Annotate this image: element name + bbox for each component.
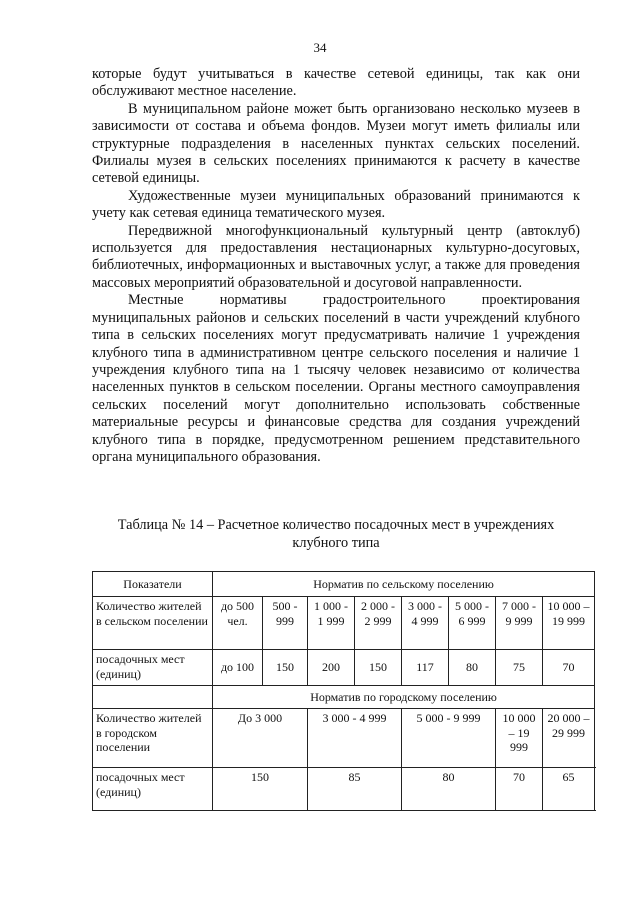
rural-residents-label: Количество жителей в сельском поселении xyxy=(93,597,213,650)
table-cell: 70 xyxy=(543,650,595,686)
table-cell: 200 xyxy=(308,650,355,686)
table-cell: 5 000 - 6 999 xyxy=(449,597,496,650)
table-subheader-row xyxy=(93,686,595,709)
table-row xyxy=(93,768,595,811)
header-label: Показатели xyxy=(93,572,213,597)
table-cell: 7 000 - 9 999 xyxy=(496,597,543,650)
table-cell: 5 000 - 9 999 xyxy=(402,709,496,768)
page-number: 34 xyxy=(313,40,327,55)
table-cell: 150 xyxy=(355,650,402,686)
seats-norm-table xyxy=(92,571,595,811)
table-cell: 1 000 - 1 999 xyxy=(308,597,355,650)
table-cell: 65 xyxy=(543,768,595,811)
paragraph: Художественные музеи муниципальных образований принимаются к учету как сетевая единица тематического музея. xyxy=(92,187,580,222)
urban-header: Норматив по городскому поселению xyxy=(213,686,595,709)
table-cell: 117 xyxy=(402,650,449,686)
table-cell: 80 xyxy=(402,768,496,811)
table-caption: Таблица № 14 – Расчетное количество посадочных мест в учреждениях клубного типа xyxy=(117,517,555,551)
table-cell: 2 000 - 2 999 xyxy=(355,597,402,650)
table-cell: 150 xyxy=(213,768,308,811)
table-cell: 70 xyxy=(496,768,543,811)
table-cell: 150 xyxy=(263,650,308,686)
table-cell: До 3 000 xyxy=(213,709,308,768)
paragraph: Местные нормативы градостроительного проектирования муниципальных районов и сельских поселений в части учреждений клубного типа в сельских поселениях могут предусматривать наличие 1 учреждения клубного типа в административном центре сельского поселения и наличие 1 учреждения клубного типа на 1 тысячу человек независимо от количества населенных пунктов в сельском поселении. Органы местного самоуправления сельских поселений могут дополнительно использовать собственные материальные ресурсы и финансовые средства для создания учреждений клубного типа в порядке, предусмотренном решением представительного органа муниципального образования. xyxy=(92,292,580,465)
paragraph: Передвижной многофункциональный культурный центр (автоклуб) используется для предоставления нестационарных культурно-досуговых, библиотечных, информационных и выставочных услуг, а также для проведения массовых мероприятий образовательной и досуговой направленности. xyxy=(92,222,580,291)
table-cell: 3 000 - 4 999 xyxy=(308,709,402,768)
table-cell: 10 000 – 19 999 xyxy=(543,597,595,650)
table-header-row xyxy=(93,572,595,597)
table-cell: 10 000 – 19 999 xyxy=(496,709,543,768)
rural-seats-label: посадочных мест (единиц) xyxy=(93,650,213,686)
table-row xyxy=(93,709,595,768)
table-cell: 75 xyxy=(496,650,543,686)
body-text xyxy=(92,66,580,466)
table-cell: 85 xyxy=(308,768,402,811)
table-cell: 80 xyxy=(449,650,496,686)
table-cell: до 100 xyxy=(213,650,263,686)
urban-seats-label: посадочных мест (единиц) xyxy=(93,768,213,811)
table-cell: 20 000 – 29 999 xyxy=(543,709,595,768)
table-row xyxy=(93,597,595,650)
urban-residents-label: Количество жителей в городском поселении xyxy=(93,709,213,768)
table-cell: до 500 чел. xyxy=(213,597,263,650)
table-cell: 3 000 - 4 999 xyxy=(402,597,449,650)
paragraph: В муниципальном районе может быть организовано несколько музеев в зависимости от состава и объема фондов. Музеи могут иметь филиалы или структурные подразделения в населенных пунктах сельских поселений. Филиалы музея в сельских поселениях принимаются к расчету в качестве сетевой единицы. xyxy=(92,100,580,187)
paragraph: которые будут учитываться в качестве сетевой единицы, так как они обслуживают местное население. xyxy=(92,66,580,100)
table-cell xyxy=(93,686,213,709)
table-cell: 500 - 999 xyxy=(263,597,308,650)
table-row xyxy=(93,650,595,686)
rural-header: Норматив по сельскому поселению xyxy=(213,572,595,597)
